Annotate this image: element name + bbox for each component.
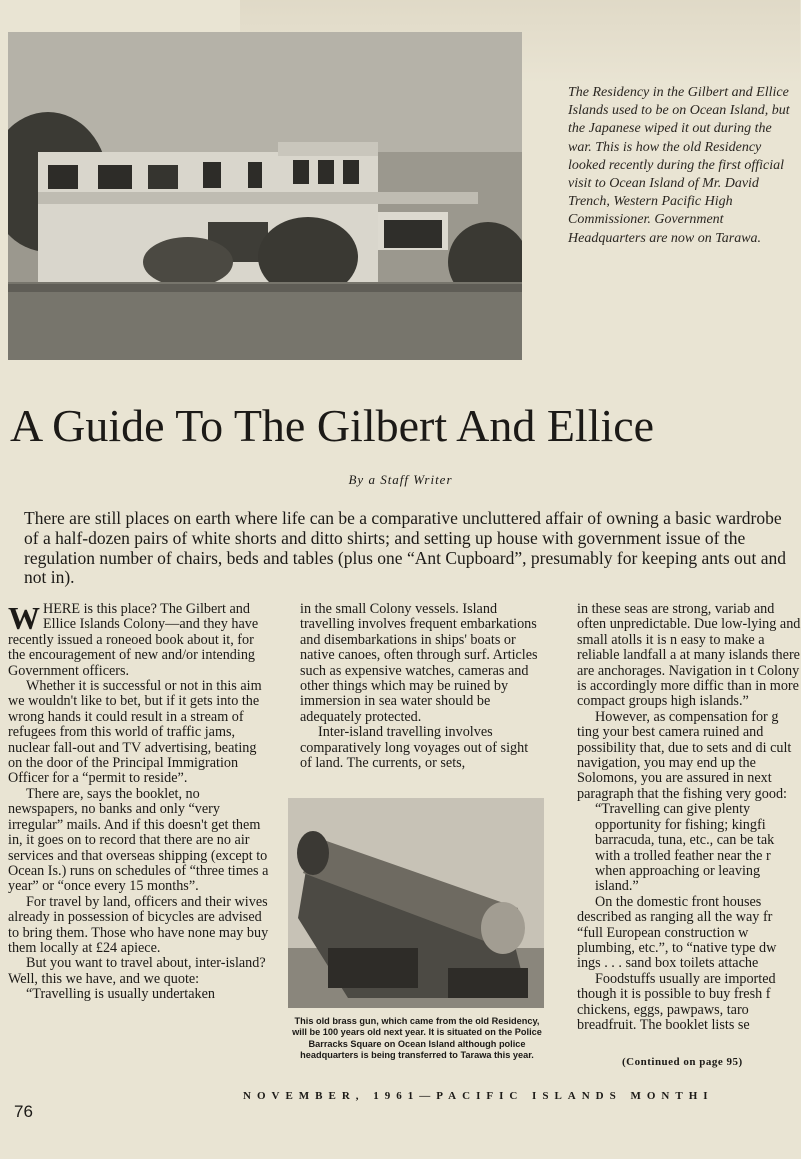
paragraph: “Travelling can give plenty opportunity for fishing; kingfi barracuda, tuna, etc., can be tak with a trolled feather near the r when approaching or leaving island.” [595, 801, 775, 895]
residency-photo-caption: The Residency in the Gilbert and Ellice Islands used to be on Ocean Island, but the Japanese wiped it out during the war. This is how the old Residency looked recently during the first official visit to Ocean Island of Mr. David Trench, Western Pacific High Commissioner. Government Headquarters are now on Tarawa. [568, 85, 790, 246]
column-1 [8, 602, 270, 1003]
paragraph: However, as compensation for g ting your best camera ruined and possibility that, due to sets and di cult navigation, you may end up the Solomons, you are assured in next paragraph that the fishing very good: [577, 708, 792, 802]
paragraph: On the domestic front houses described as ranging all the way fr “full European construction w plumbing, etc.”, to “native type dw ings . . . sand box toilets attache [577, 893, 777, 972]
paragraph: There are, says the booklet, no newspapers, no banks and only “very irregular” mails. And if this doesn't get them in, it goes on to record that there are no air services and that overseas shipping (except to Ocean Is.) runs on schedules of “three times a year” or “once every 15 months”. [8, 785, 269, 895]
paragraph: “Travelling is usually undertaken [26, 986, 216, 1003]
paragraph: in these seas are strong, variab and often unpredictable. Due low-lying and small atolls it is n easy to make a reliable landfall a at many islands there are anchorages. Navigation in t Colony is accordingly more diffic than in more compact groups high islands.” [577, 602, 801, 710]
paragraph: WHERE is this place? The Gilbert and Ellice Islands Colony—and they have recently issued a roneoed book about it, for the encouragement of new and/or intending Government officers. [8, 600, 259, 679]
article-headline: A Guide To The Gilbert And Ellice [10, 400, 655, 451]
article-intro: There are still places on earth where life can be a comparative uncluttered affair of owning a basic wardrobe of a half-dozen pairs of white shorts and ditto shirts; and setting up house with government issue of the regulation number of chairs, beds and tables (plus one “Ant Cupboard”, presumably for keeping ants out and not in). [24, 508, 787, 588]
paragraph: Foodstuffs usually are imported though it is possible to buy fresh f chickens, eggs, pawpaws, taro breadfruit. The booklet lists se [577, 970, 776, 1033]
drop-cap: W [8, 600, 40, 636]
paragraph: But you want to travel about, inter-island? Well, this we have, and we quote: [8, 955, 266, 987]
paragraph: in the small Colony vessels. Island travelling involves frequent embarkations and disembarkations in ships' boats or native canoes, often through surf. Articles such as expensive watches, cameras and other things which may be ruined by immersion in sea water should be adequately protected. [300, 601, 538, 725]
paragraph: Inter-island travelling involves comparatively long voyages out of sight of land. The currents, or sets, [300, 724, 529, 772]
continued-note: (Continued on page 95) [622, 1056, 743, 1068]
residency-photo [8, 32, 522, 360]
byline: By a Staff Writer [348, 472, 453, 487]
column-3 [577, 602, 801, 1033]
running-footer: NOVEMBER, 1961—PACIFIC ISLANDS MONTHI [243, 1090, 714, 1102]
column-2 [300, 602, 542, 771]
brass-gun-caption: This old brass gun, which came from the old Residency, will be 100 years old next year. It is situated on the Police Barracks Square on Ocean Island although police headquarters is being transferred to Tarawa this year. [292, 1016, 542, 1061]
brass-gun-photo [288, 798, 544, 1008]
paragraph: Whether it is successful or not in this aim we wouldn't like to bet, but if it gets into the wrong hands it could result in a stream of refugees from this world of traffic jams, nuclear fall-out and TV advertising, beating on the door of the Principal Immigration Officer for a “permit to reside”. [8, 678, 262, 787]
paragraph: For travel by land, officers and their wives already in possession of bicycles are advised to bring them. Those who have none may buy them locally at £24 apiece. [8, 893, 269, 956]
page-number: 76 [14, 1102, 33, 1121]
